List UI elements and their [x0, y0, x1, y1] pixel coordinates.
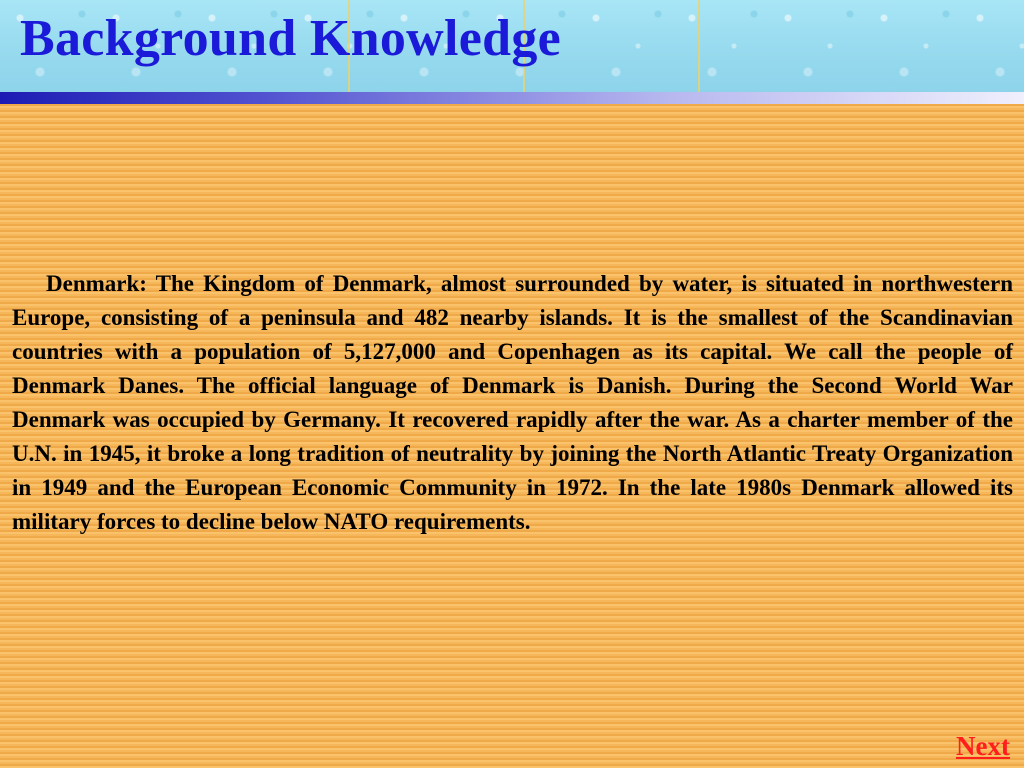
title-header: [0, 0, 1024, 92]
body-paragraph: Denmark: The Kingdom of Denmark, almost surrounded by water, is situated in northwestern Europe, consisting of a peninsula and 482 nearby islands. It is the smallest of the Scandinavian countries with a population of 5,127,000 and Copenhagen as its capital. We call the people of Denmark Danes. The official language of Denmark is Danish. During the Second World War Denmark was occupied by Germany. It recovered rapidly after the war. As a charter member of the U.N. in 1945, it broke a long tradition of neutrality by joining the North Atlantic Treaty Organization in 1949 and the European Economic Community in 1972. In the late 1980s Denmark allowed its military forces to decline below NATO requirements.: [12, 271, 1013, 534]
slide-title: Background Knowledge: [20, 10, 562, 67]
header-tile-divider: [698, 0, 700, 92]
title-underline-bar: [0, 92, 1024, 104]
next-link[interactable]: Next: [956, 731, 1010, 761]
